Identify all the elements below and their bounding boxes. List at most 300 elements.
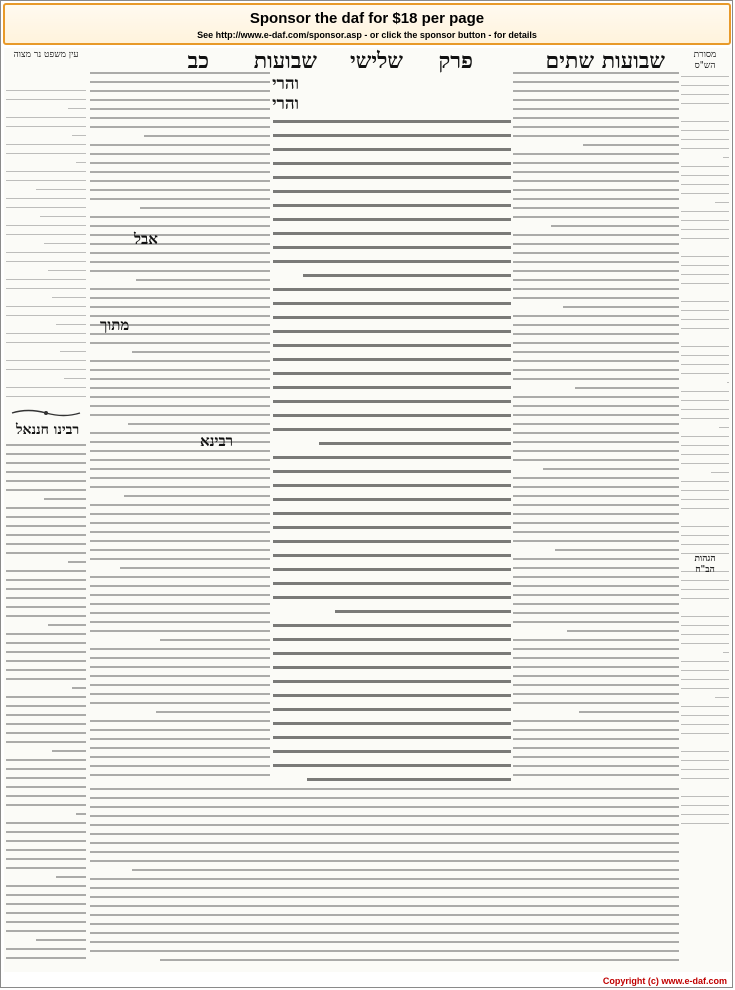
text-line	[90, 171, 270, 173]
text-line	[6, 912, 86, 914]
text-line	[6, 696, 86, 698]
text-line	[144, 135, 270, 137]
text-line	[90, 878, 679, 880]
text-line	[90, 468, 270, 470]
text-line	[44, 498, 86, 500]
text-line	[90, 72, 270, 74]
text-line	[90, 788, 679, 790]
text-line	[90, 297, 270, 299]
text-line	[681, 625, 729, 626]
text-line	[90, 657, 270, 659]
text-line	[6, 117, 86, 118]
text-line	[513, 288, 679, 290]
text-line	[90, 693, 270, 695]
text-line	[90, 387, 270, 389]
text-line	[90, 833, 679, 835]
text-line	[513, 612, 679, 614]
text-line	[513, 180, 679, 182]
text-line	[273, 582, 511, 585]
ravina-word: רבינא	[200, 432, 234, 450]
text-line	[90, 117, 270, 119]
text-line	[513, 756, 679, 758]
text-line	[273, 596, 511, 599]
text-line	[90, 369, 270, 371]
text-line	[681, 445, 729, 446]
text-line	[513, 684, 679, 686]
text-line	[90, 905, 679, 907]
text-line	[273, 302, 511, 305]
text-line	[90, 621, 270, 623]
text-line	[513, 657, 679, 659]
text-line	[6, 579, 86, 581]
text-line	[681, 409, 729, 410]
text-line	[513, 234, 679, 236]
text-line	[136, 279, 270, 281]
text-line	[681, 805, 729, 806]
text-line	[681, 724, 729, 725]
text-line	[513, 207, 679, 209]
text-line	[6, 651, 86, 653]
text-line	[90, 450, 270, 452]
text-line	[90, 414, 270, 416]
text-line	[6, 543, 86, 545]
text-line	[513, 297, 679, 299]
text-line	[681, 229, 729, 230]
text-line	[6, 678, 86, 680]
text-line	[6, 597, 86, 599]
text-line	[513, 279, 679, 281]
text-line	[513, 423, 679, 425]
text-line	[6, 849, 86, 851]
text-line	[681, 85, 729, 86]
text-line	[90, 405, 270, 407]
text-line	[90, 144, 270, 146]
text-line	[273, 204, 511, 207]
text-line	[273, 414, 511, 417]
text-line	[6, 552, 86, 554]
text-line	[6, 252, 86, 253]
text-line	[681, 166, 729, 167]
rashi-column	[513, 72, 679, 784]
text-line	[90, 923, 679, 925]
text-line	[52, 297, 86, 298]
text-line	[513, 378, 679, 380]
text-line	[513, 72, 679, 74]
text-line	[303, 274, 511, 277]
text-line	[681, 508, 729, 509]
text-line	[681, 589, 729, 590]
text-line	[513, 522, 679, 524]
text-line	[90, 797, 679, 799]
text-line	[6, 234, 86, 235]
text-line	[6, 90, 86, 91]
text-line	[90, 612, 270, 614]
text-line	[6, 279, 86, 280]
text-line	[6, 198, 86, 199]
text-line	[513, 243, 679, 245]
text-line	[273, 358, 511, 361]
text-line	[6, 126, 86, 127]
text-line	[64, 378, 86, 379]
text-line	[681, 220, 729, 221]
text-line	[681, 148, 729, 149]
text-line	[273, 148, 511, 151]
text-line	[681, 418, 729, 419]
text-line	[273, 526, 511, 529]
text-line	[6, 831, 86, 833]
text-line	[90, 270, 270, 272]
text-line	[273, 330, 511, 333]
text-line	[90, 306, 270, 308]
text-line	[513, 702, 679, 704]
text-line	[6, 462, 86, 464]
text-line	[90, 738, 270, 740]
text-line	[72, 135, 86, 136]
text-line	[513, 576, 679, 578]
text-line	[551, 225, 679, 227]
text-line	[90, 594, 270, 596]
text-line	[719, 427, 729, 428]
text-line	[681, 175, 729, 176]
text-line	[6, 387, 86, 388]
text-line	[273, 386, 511, 389]
text-line	[681, 454, 729, 455]
text-line	[90, 747, 270, 749]
text-line	[681, 751, 729, 752]
text-line	[513, 540, 679, 542]
right-margin-header: מסורת הש"ס	[693, 50, 717, 71]
text-line	[273, 134, 511, 137]
text-line	[6, 642, 86, 644]
text-line	[6, 795, 86, 797]
text-line	[513, 729, 679, 731]
text-line	[575, 387, 679, 389]
perek-name-heading: שבועות שתים	[545, 48, 665, 74]
text-line	[681, 94, 729, 95]
text-line	[513, 126, 679, 128]
text-line	[513, 477, 679, 479]
text-line	[273, 512, 511, 515]
text-line	[681, 463, 729, 464]
text-line	[6, 921, 86, 923]
text-line	[681, 760, 729, 761]
text-line	[681, 355, 729, 356]
text-line	[681, 391, 729, 392]
text-line	[681, 499, 729, 500]
text-line	[72, 687, 86, 689]
text-line	[681, 706, 729, 707]
text-line	[140, 207, 270, 209]
text-line	[681, 436, 729, 437]
text-line	[273, 288, 511, 291]
text-line	[723, 652, 729, 653]
text-line	[543, 468, 679, 470]
text-line	[583, 144, 679, 146]
text-line	[273, 484, 511, 487]
text-line	[6, 444, 86, 446]
daf-number-heading: כב	[187, 48, 209, 74]
text-line	[6, 315, 86, 316]
text-line	[90, 432, 270, 434]
text-line	[90, 932, 679, 934]
text-line	[6, 534, 86, 536]
text-line	[6, 714, 86, 716]
text-line	[6, 705, 86, 707]
text-line	[90, 513, 270, 515]
text-line	[68, 108, 86, 109]
text-line	[513, 450, 679, 452]
text-line	[6, 99, 86, 100]
text-line	[90, 842, 679, 844]
text-line	[681, 544, 729, 545]
text-line	[681, 301, 729, 302]
text-line	[44, 243, 86, 244]
text-line	[513, 648, 679, 650]
sponsor-subtitle[interactable]: See http://www.e-daf.com/sponsor.asp - or click the sponsor button - for details	[197, 30, 537, 40]
text-line	[60, 351, 86, 352]
text-line	[90, 729, 270, 731]
text-line	[711, 472, 729, 473]
text-line	[90, 941, 679, 943]
text-line	[513, 351, 679, 353]
text-line	[6, 396, 86, 397]
text-line	[681, 490, 729, 491]
text-line	[90, 630, 270, 632]
text-line	[273, 260, 511, 263]
text-line	[6, 507, 86, 509]
left-margin-header: עין משפט נר מצוה	[13, 50, 79, 60]
text-line	[48, 624, 86, 626]
text-line	[563, 306, 679, 308]
text-line	[319, 442, 511, 445]
text-line	[681, 193, 729, 194]
text-line	[681, 670, 729, 671]
text-line	[273, 722, 511, 725]
text-line	[90, 243, 270, 245]
text-line	[6, 588, 86, 590]
text-line	[513, 504, 679, 506]
text-line	[6, 669, 86, 671]
text-line	[273, 498, 511, 501]
text-line	[6, 261, 86, 262]
text-line	[273, 246, 511, 249]
text-line	[513, 639, 679, 641]
text-line	[681, 364, 729, 365]
text-line	[6, 180, 86, 181]
text-line	[6, 903, 86, 905]
text-line	[90, 824, 679, 826]
text-line	[90, 806, 679, 808]
text-line	[273, 190, 511, 193]
text-line	[513, 90, 679, 92]
text-line	[6, 225, 86, 226]
vehari-word-2: והרי	[272, 94, 299, 114]
lower-commentary	[90, 788, 679, 968]
text-line	[273, 344, 511, 347]
text-line	[513, 765, 679, 767]
text-line	[513, 171, 679, 173]
text-line	[715, 202, 729, 203]
text-line	[555, 549, 679, 551]
text-line	[513, 414, 679, 416]
text-line	[90, 216, 270, 218]
text-line	[273, 372, 511, 375]
text-line	[90, 684, 270, 686]
text-line	[90, 108, 270, 110]
text-line	[6, 957, 86, 959]
text-line	[90, 648, 270, 650]
text-line	[513, 693, 679, 695]
text-line	[681, 310, 729, 311]
text-line	[6, 471, 86, 473]
text-line	[513, 198, 679, 200]
text-line	[6, 369, 86, 370]
text-line	[273, 568, 511, 571]
text-line	[90, 99, 270, 101]
text-line	[6, 660, 86, 662]
text-line	[90, 576, 270, 578]
text-line	[513, 342, 679, 344]
text-line	[90, 851, 679, 853]
text-line	[715, 697, 729, 698]
text-line	[273, 694, 511, 697]
text-line	[513, 162, 679, 164]
text-line	[90, 531, 270, 533]
text-line	[6, 948, 86, 950]
text-line	[513, 135, 679, 137]
text-line	[132, 351, 270, 353]
text-line	[90, 378, 270, 380]
text-line	[681, 121, 729, 122]
text-line	[90, 860, 679, 862]
text-line	[681, 823, 729, 824]
text-line	[273, 554, 511, 557]
text-line	[273, 120, 511, 123]
text-line	[513, 189, 679, 191]
text-line	[6, 759, 86, 761]
text-line	[90, 477, 270, 479]
text-line	[513, 369, 679, 371]
gloss-header: הגהות הב"ח	[694, 554, 716, 575]
text-line	[513, 405, 679, 407]
text-line	[513, 486, 679, 488]
text-line	[6, 606, 86, 608]
text-line	[156, 711, 270, 713]
text-line	[6, 516, 86, 518]
text-line	[90, 81, 270, 83]
text-line	[90, 765, 270, 767]
text-line	[273, 456, 511, 459]
text-line	[513, 558, 679, 560]
text-line	[513, 441, 679, 443]
text-line	[68, 561, 86, 563]
text-line	[6, 840, 86, 842]
text-line	[513, 774, 679, 776]
text-line	[513, 333, 679, 335]
text-line	[90, 887, 679, 889]
text-line	[307, 778, 511, 781]
text-line	[681, 274, 729, 275]
text-line	[273, 232, 511, 235]
text-line	[56, 876, 86, 878]
text-line	[513, 495, 679, 497]
text-line	[681, 526, 729, 527]
copyright-text: Copyright (c) www.e-daf.com	[602, 976, 727, 986]
text-line	[6, 822, 86, 824]
text-line	[6, 768, 86, 770]
text-line	[6, 288, 86, 289]
text-line	[681, 256, 729, 257]
text-line	[90, 90, 270, 92]
text-line	[6, 732, 86, 734]
text-line	[90, 504, 270, 506]
text-line	[6, 894, 86, 896]
text-line	[273, 470, 511, 473]
text-line	[681, 319, 729, 320]
text-line	[727, 382, 729, 383]
text-line	[681, 76, 729, 77]
text-line	[273, 708, 511, 711]
text-line	[579, 711, 679, 713]
text-line	[6, 885, 86, 887]
perek-heading: פרק	[438, 48, 473, 74]
text-line	[273, 666, 511, 669]
text-line	[6, 615, 86, 617]
text-line	[6, 858, 86, 860]
text-line	[513, 117, 679, 119]
text-line	[273, 316, 511, 319]
mitoch-word: מתוך	[100, 316, 130, 334]
text-line	[513, 585, 679, 587]
tosafot-column	[90, 72, 270, 784]
text-line	[6, 867, 86, 869]
text-line	[681, 814, 729, 815]
text-line	[513, 216, 679, 218]
text-line	[273, 540, 511, 543]
text-line	[36, 939, 86, 941]
text-line	[90, 126, 270, 128]
text-line	[132, 869, 679, 871]
text-line	[273, 638, 511, 641]
text-line	[681, 283, 729, 284]
text-line	[513, 252, 679, 254]
text-line	[160, 639, 270, 641]
text-line	[513, 396, 679, 398]
text-line	[513, 603, 679, 605]
text-line	[90, 360, 270, 362]
text-line	[681, 481, 729, 482]
text-line	[681, 373, 729, 374]
text-line	[681, 616, 729, 617]
text-line	[90, 675, 270, 677]
text-line	[681, 733, 729, 734]
text-line	[40, 216, 86, 217]
text-line	[90, 459, 270, 461]
text-line	[681, 139, 729, 140]
sponsor-banner[interactable]	[3, 3, 731, 45]
text-line	[681, 796, 729, 797]
text-line	[6, 333, 86, 334]
text-line	[6, 453, 86, 455]
text-line	[513, 153, 679, 155]
sponsor-title[interactable]: Sponsor the daf for $18 per page	[249, 10, 485, 27]
text-line	[120, 567, 270, 569]
text-line	[90, 774, 270, 776]
text-line	[273, 428, 511, 431]
text-line	[273, 400, 511, 403]
text-line	[6, 153, 86, 154]
text-line	[6, 342, 86, 343]
